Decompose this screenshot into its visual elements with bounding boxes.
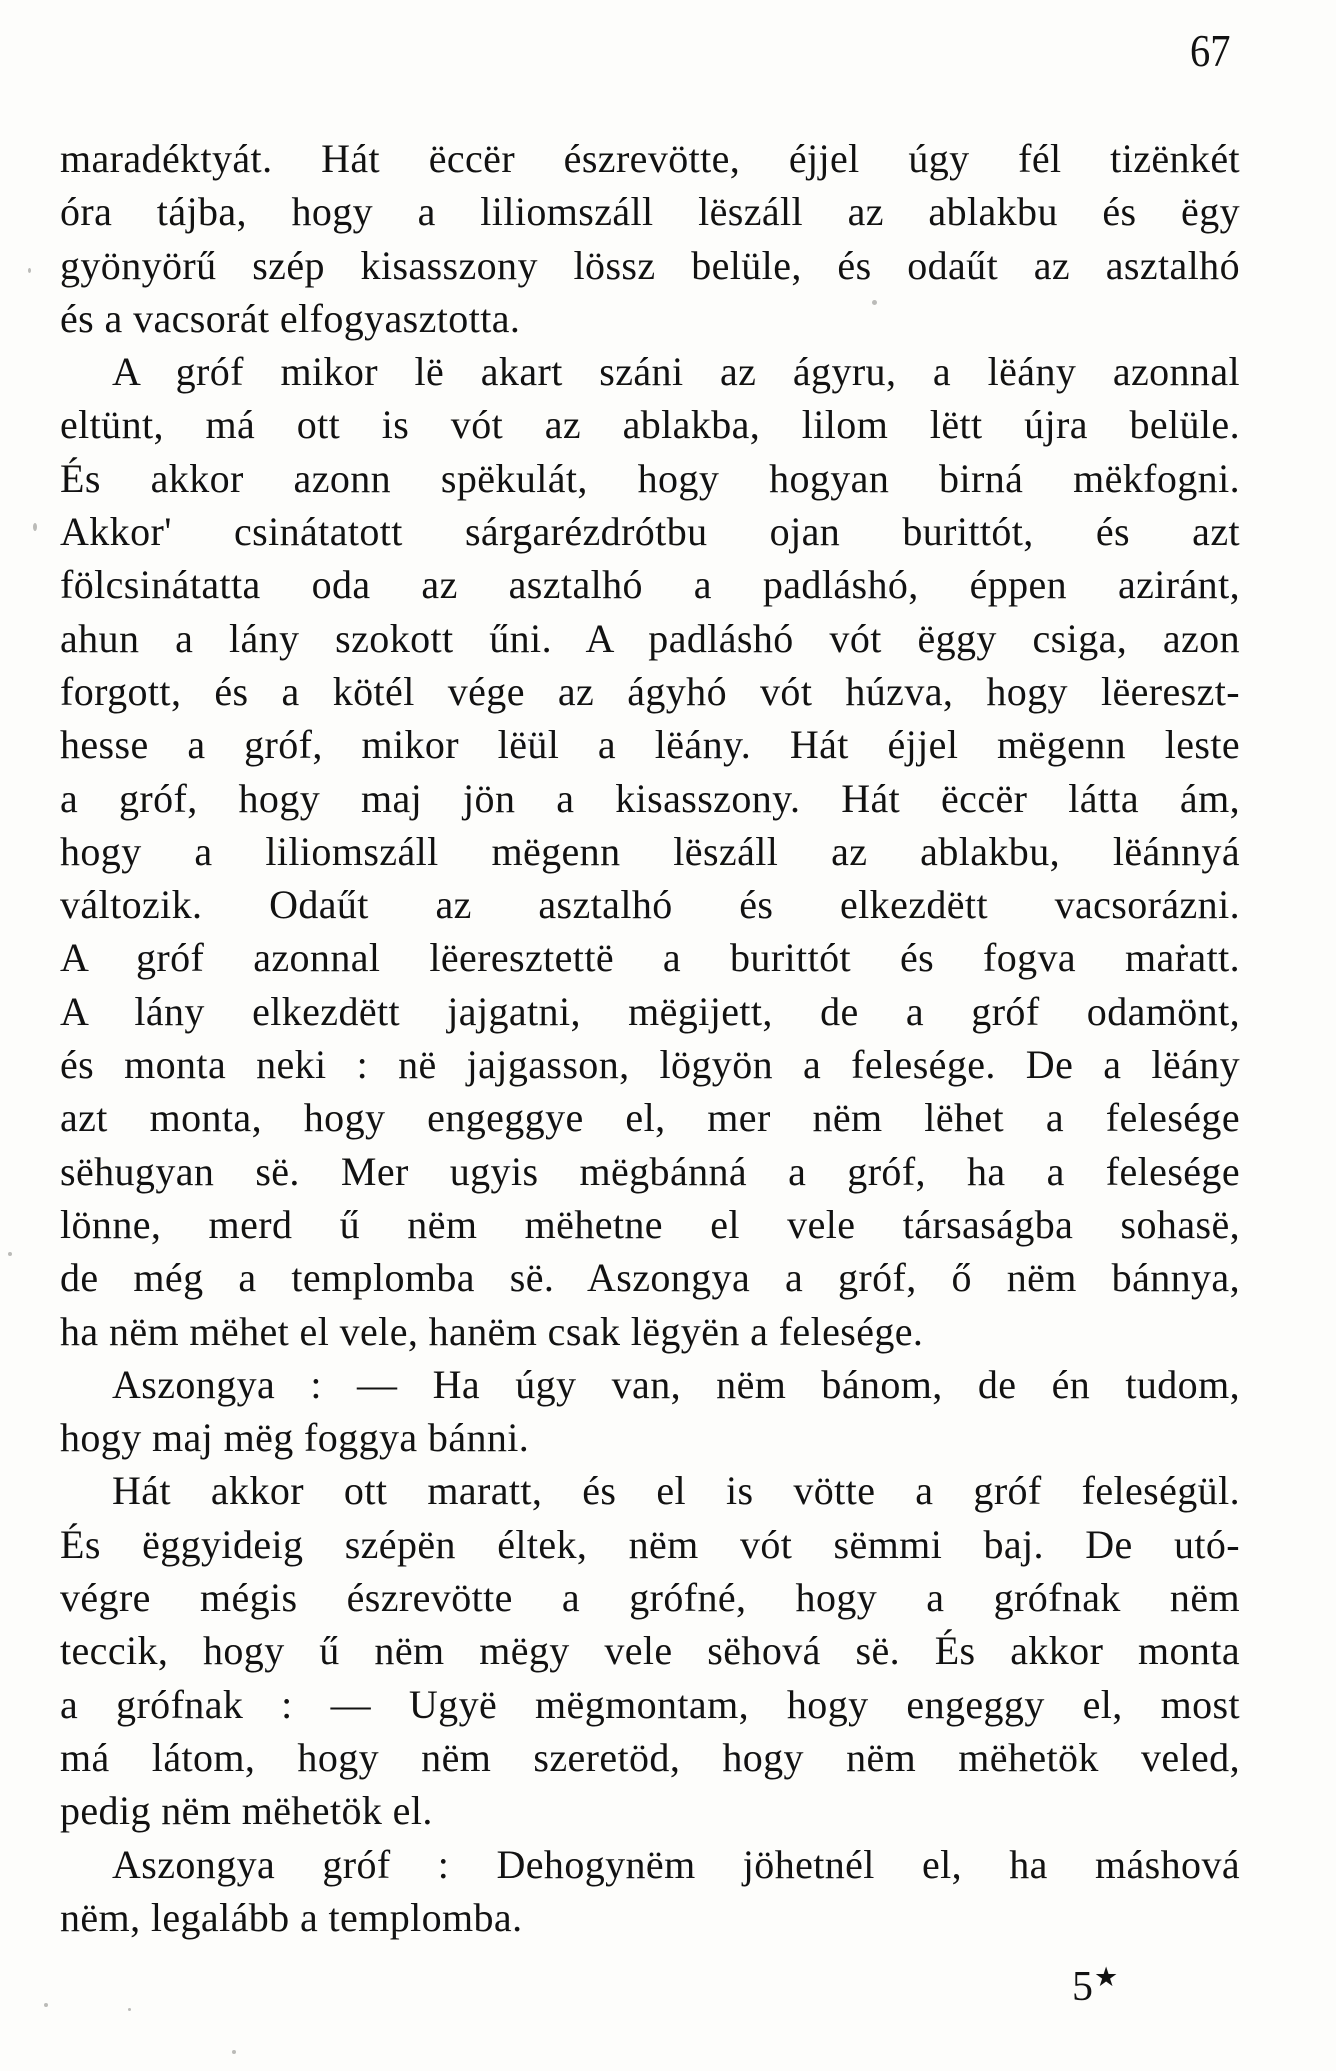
page-number: 67 bbox=[1190, 25, 1231, 76]
text-line: A gróf azonnal lëeresztettë a burittót és fogva maṙatt. bbox=[60, 935, 1240, 981]
text-line: hogy maj mëg foggya bánni. bbox=[60, 1415, 530, 1461]
text-line: eltünt, má ott is vót az ablakba, lilom lëtt újra belüle. bbox=[60, 402, 1240, 448]
scan-speckle bbox=[128, 2008, 131, 2011]
signature-number: 5 bbox=[1072, 1964, 1093, 2010]
text-line: de még a templomba së. Aszongya a gróf, ő nëm bánnya, bbox=[60, 1255, 1240, 1301]
scan-speckle bbox=[8, 1252, 12, 1256]
text-line: teccik, hogy ű nëm mëgy vele sëhová së. És akkor monta bbox=[60, 1628, 1240, 1674]
text-line: ahun a lány szokott űni. A padláshó vót ëggy csiga, azon bbox=[60, 615, 1240, 661]
text-line: és monta neki : në jajgasson, lögyön a felesége. De a lëány bbox=[60, 1042, 1240, 1088]
text-line: Aszongya : — Ha úgy van, nëm bánom, de én tudom, bbox=[112, 1361, 1240, 1407]
text-line: És ëggyideig szépën éltek, nëm vót sëmmi baj. De utó- bbox=[60, 1521, 1240, 1567]
text-line: má látom, hogy nëm szeretöd, hogy nëm mëhetök veled, bbox=[60, 1734, 1240, 1780]
text-line: Hát akkor ott maratt, és el is vötte a gróf feleségül. bbox=[112, 1468, 1240, 1514]
text-line: azt monta, hogy engeggye el, mer nëm lëhet a felesége bbox=[60, 1095, 1240, 1141]
text-line: És akkor azonn spëkulát, hogy hogyan birná mëkfogni. bbox=[60, 455, 1240, 501]
text-line: a grófnak : — Ugyë mëgmontam, hogy engeggy el, most bbox=[60, 1681, 1240, 1727]
text-line: pedig nëm mëhetök el. bbox=[60, 1788, 433, 1834]
text-line: sëhugyan së. Mer ugyis mëgbánná a gróf, ha a felesége bbox=[60, 1148, 1240, 1194]
text-line: óra tájba, hogy a liliomszáll lëszáll az ablakbu és ëgy bbox=[60, 189, 1240, 235]
printers-signature bbox=[1072, 1962, 1118, 2011]
scan-speckle bbox=[232, 2050, 236, 2054]
text-line: ha nëm mëhet el vele, hanëm csak lëgyën a felesége. bbox=[60, 1308, 924, 1354]
text-line: hesse a gróf, mikor lëül a lëány. Hát éjjel mëgenn leste bbox=[60, 722, 1240, 768]
text-line: és a vacsorát elfogyasztotta. bbox=[60, 295, 521, 341]
text-line: lönne, merd ű nëm mëhetne el vele társaságba sohasë, bbox=[60, 1201, 1240, 1247]
text-line: fölcsinátatta oda az asztalhó a padláshó, éppen aziránt, bbox=[60, 562, 1240, 608]
signature-star-icon: ★ bbox=[1094, 1962, 1119, 1992]
text-line: a gróf, hogy maj jön a kisasszony. Hát ëccër látta ám, bbox=[60, 775, 1240, 821]
scan-speckle bbox=[28, 268, 31, 273]
body-text bbox=[60, 132, 1240, 1944]
scan-speckle bbox=[33, 523, 37, 531]
scan-speckle bbox=[44, 2003, 48, 2007]
text-line: maradéktyát. Hát ëccër észrevötte, éjjel úgy fél tizënkét bbox=[60, 136, 1240, 181]
text-line: forgott, és a kötél vége az ágyhó vót húzva, hogy lëereszt- bbox=[60, 668, 1240, 714]
text-line: változik. Odaűt az asztalhó és elkezdëtt vacsorázni. bbox=[60, 882, 1240, 928]
text-line: végre mégis észrevötte a grófné, hogy a grófnak nëm bbox=[60, 1575, 1240, 1621]
text-line: A gróf mikor lë akart száni az ágyru, a lëány azonnal bbox=[112, 349, 1240, 395]
text-line: gyönyörű szép kisasszony lössz belüle, és odaűt az asztalhó bbox=[60, 242, 1240, 288]
text-line: Akkor' csinátatott sárgarézdrótbu ojan burittót, és azt bbox=[60, 509, 1240, 555]
scan-speckle bbox=[872, 300, 877, 305]
text-line: nëm, legalább a templomba. bbox=[60, 1894, 523, 1940]
text-line: Aszongya gróf : Dehogynëm jöhetnél el, ha máshová bbox=[112, 1841, 1240, 1887]
text-line: hogy a liliomszáll mëgenn lëszáll az ablakbu, lëánnyá bbox=[60, 828, 1240, 874]
text-line: A lány elkezdëtt jajgatni, mëgijett, de a gróf odamönt, bbox=[60, 988, 1240, 1034]
